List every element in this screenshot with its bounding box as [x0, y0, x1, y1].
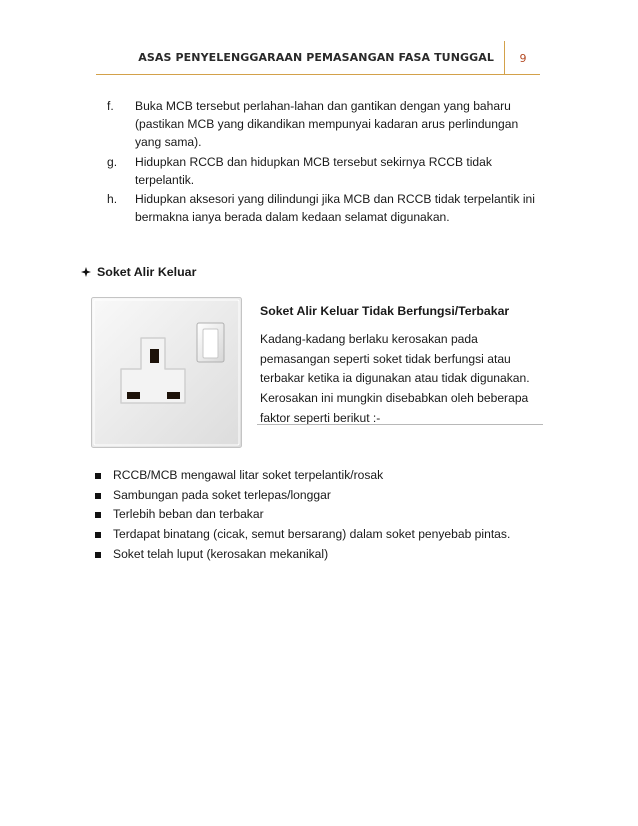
list-item	[95, 545, 510, 565]
socket-switch-rocker	[203, 329, 218, 358]
diamond-bullet-icon	[81, 267, 91, 277]
page-number: 9	[519, 51, 527, 65]
step-text: Buka MCB tersebut perlahan-lahan dan gantikan dengan yang baharu (pastikan MCB yang dikandikan mempunyai kadaran arus perlindungan yang sama).	[135, 99, 519, 150]
list-item-text: RCCB/MCB mengawal litar soket terpelantik/rosak	[113, 468, 384, 482]
square-bullet-icon	[95, 473, 101, 479]
header-title: ASAS PENYELENGGARAAN PEMASANGAN FASA TUNGGAL	[138, 51, 494, 64]
callout-title: Soket Alir Keluar Tidak Berfungsi/Terbakar	[260, 304, 510, 318]
list-item	[95, 466, 510, 486]
step-item	[107, 153, 547, 189]
step-item	[107, 97, 547, 152]
square-bullet-icon	[95, 512, 101, 518]
socket-neutral-pin	[167, 392, 180, 399]
callout-rule	[257, 424, 543, 425]
cause-list	[95, 466, 510, 565]
list-item	[95, 505, 510, 525]
list-item-text: Sambungan pada soket terlepas/longgar	[113, 487, 331, 502]
step-item	[107, 190, 547, 226]
callout-body: Kadang-kadang berlaku kerosakan pada pemasangan seperti soket tidak berfungsi atau terbakar ketika ia digunakan atau tidak digunakan. Kerosakan ini mungkin disebabkan oleh beberapa faktor seperti berikut :-	[260, 332, 530, 425]
page-number-box	[504, 41, 541, 75]
step-letter: h.	[107, 192, 118, 207]
step-list	[107, 97, 547, 227]
step-letter: f.	[107, 99, 114, 113]
list-item	[95, 486, 510, 506]
step-text: Hidupkan aksesori yang dilindungi jika MCB dan RCCB tidak terpelantik ini bermakna ianya berada dalam kedaan selamat digunakan.	[135, 192, 535, 225]
list-item-text: Terlebih beban dan terbakar	[113, 507, 264, 522]
step-text: Hidupkan RCCB dan hidupkan MCB tersebut sekirnya RCCB tidak terpelantik.	[135, 154, 492, 187]
socket-earth-pin	[150, 349, 159, 363]
header-rule	[96, 74, 540, 75]
square-bullet-icon	[95, 552, 101, 558]
wall-socket-photo	[91, 297, 242, 448]
square-bullet-icon	[95, 532, 101, 538]
step-letter: g.	[107, 154, 118, 169]
list-item-text: Terdapat binatang (cicak, semut bersarang) dalam soket penyebab pintas.	[113, 527, 511, 542]
section-heading-text: Soket Alir Keluar	[97, 265, 197, 279]
square-bullet-icon	[95, 493, 101, 499]
list-item-text: Soket telah luput (kerosakan mekanikal)	[113, 546, 329, 561]
socket-live-pin	[127, 392, 140, 399]
section-heading	[81, 265, 196, 279]
list-item	[95, 525, 510, 545]
